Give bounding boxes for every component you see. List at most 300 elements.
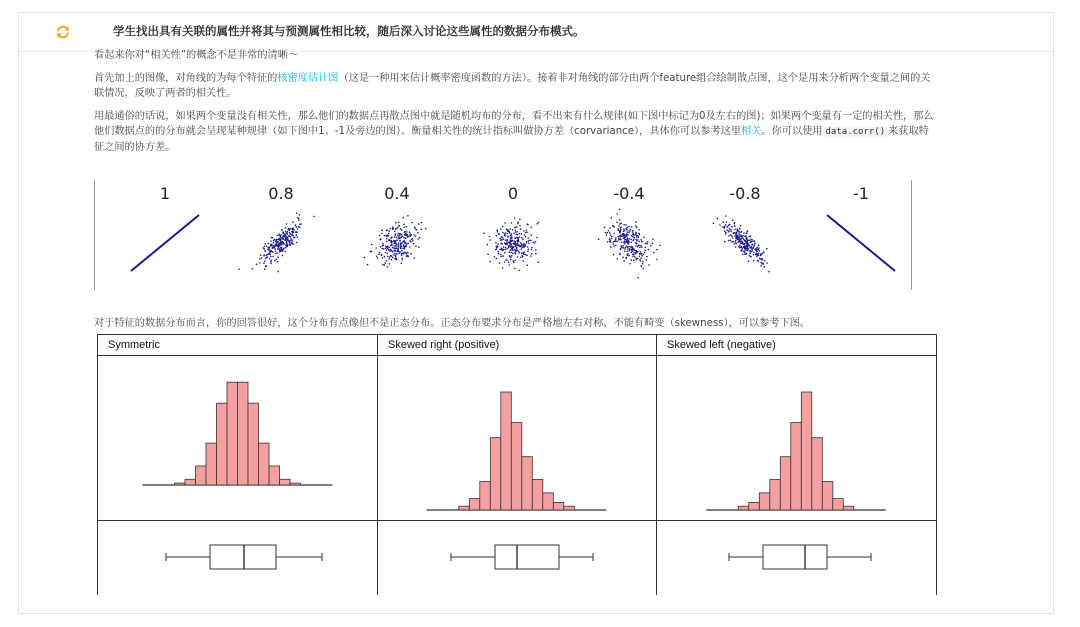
scatter-point <box>410 253 412 255</box>
scatter-point <box>506 259 508 261</box>
scatter-point <box>761 258 763 260</box>
scatter-point <box>630 252 632 254</box>
scatter-point <box>511 255 513 257</box>
scatter-point <box>735 241 737 243</box>
scatter-point <box>758 247 760 249</box>
scatter-point <box>282 232 284 234</box>
scatter-point <box>636 240 638 242</box>
scatter-point <box>628 240 630 242</box>
scatter-point <box>636 227 638 229</box>
scatter-point <box>531 247 533 249</box>
review-body <box>94 48 939 163</box>
correlation-link[interactable]: 相关 <box>741 126 762 137</box>
scatter-point <box>285 237 287 239</box>
scatter-point <box>387 256 389 258</box>
scatter-point <box>402 248 404 250</box>
scatter-point <box>412 238 414 240</box>
scatter-point <box>519 233 521 235</box>
scatter-point <box>417 238 419 240</box>
scatter-point <box>276 239 278 241</box>
scatter-point <box>734 229 736 231</box>
scatter-point <box>753 246 755 248</box>
scatter-point <box>265 258 267 260</box>
review-text: 来获取特征之间的协方差。 <box>94 126 929 153</box>
correlation-label: 0.4 <box>384 184 410 203</box>
scatter-point <box>762 263 764 265</box>
scatter-point <box>740 225 742 227</box>
scatter-point <box>514 237 516 239</box>
scatter-point <box>611 238 613 240</box>
scatter-point <box>401 254 403 256</box>
scatter-point <box>508 261 510 263</box>
scatter-point <box>749 247 751 249</box>
correlation-label: 0.8 <box>268 184 294 203</box>
scatter-point <box>384 262 386 264</box>
scatter-point <box>395 229 397 231</box>
boxplot-box <box>495 545 559 569</box>
scatter-point <box>280 234 282 236</box>
scatter-point <box>629 230 631 232</box>
scatter-point <box>382 248 384 250</box>
scatter-point <box>280 237 282 239</box>
scatter-point <box>730 234 732 236</box>
scatter-point <box>726 229 728 231</box>
scatter-point <box>409 235 411 237</box>
scatter-point <box>292 231 294 233</box>
scatter-point <box>421 229 423 231</box>
scatter-point <box>749 250 751 252</box>
histogram-bar <box>843 506 854 510</box>
scatter-point <box>281 244 283 246</box>
scatter-point <box>403 244 405 246</box>
scatter-point <box>259 262 261 264</box>
scatter-point <box>400 243 402 245</box>
scatter-point <box>608 230 610 232</box>
scatter-point <box>403 227 405 229</box>
scatter-point <box>724 226 726 228</box>
scatter-point <box>732 220 734 222</box>
scatter-point <box>642 261 644 263</box>
scatter-point <box>487 253 489 255</box>
scatter-point <box>607 241 609 243</box>
scatter-point <box>403 251 405 253</box>
scatter-point <box>276 245 278 247</box>
scatter-point <box>384 256 386 258</box>
scatter-point <box>735 237 737 239</box>
scatter-point <box>391 250 393 252</box>
scatter-point <box>537 262 539 264</box>
scatter-point <box>397 227 399 229</box>
scatter-point <box>632 250 634 252</box>
scatter-point <box>391 245 393 247</box>
scatter-point <box>259 258 261 260</box>
scatter-point <box>394 252 396 254</box>
scatter-point <box>746 237 748 239</box>
scatter-point <box>512 229 514 231</box>
scatter-point <box>407 215 409 217</box>
scatter-point <box>607 232 609 234</box>
scatter-point <box>503 238 505 240</box>
scatter-point <box>385 247 387 249</box>
scatter-point <box>410 234 412 236</box>
scatter-point <box>632 247 634 249</box>
scatter-point <box>743 239 745 241</box>
scatter-point <box>504 252 506 254</box>
scatter-point <box>394 231 396 233</box>
scatter-point <box>643 236 645 238</box>
histogram-bar <box>780 457 791 510</box>
scatter-point <box>290 238 292 240</box>
scatter-point <box>275 241 277 243</box>
scatter-point <box>629 248 631 250</box>
scatter-point <box>394 236 396 238</box>
scatter-point <box>623 260 625 262</box>
scatter-point <box>288 236 290 238</box>
scatter-point <box>753 254 755 256</box>
scatter-point <box>528 249 530 251</box>
scatter-point <box>518 245 520 247</box>
scatter-point <box>279 244 281 246</box>
scatter-point <box>405 252 407 254</box>
histogram-bar <box>749 502 760 510</box>
scatter-point <box>739 241 741 243</box>
scatter-point <box>382 257 384 259</box>
scatter-point <box>766 262 768 264</box>
scatter-point <box>656 259 658 261</box>
scatter-point <box>526 241 528 243</box>
scatter-point <box>395 222 397 224</box>
scatter-point <box>381 233 383 235</box>
scatter-point <box>620 229 622 231</box>
scatter-point <box>528 240 530 242</box>
scatter-point <box>610 240 612 242</box>
scatter-point <box>650 245 652 247</box>
scatter-point <box>278 245 280 247</box>
scatter-point <box>379 251 381 253</box>
scatter-point <box>279 250 281 252</box>
scatter-point <box>746 249 748 251</box>
review-paragraph-2 <box>94 71 939 101</box>
scatter-point <box>396 253 398 255</box>
histogram-bar <box>480 482 491 511</box>
scatter-point <box>284 251 286 253</box>
scatter-point <box>521 233 523 235</box>
scatter-point <box>391 259 393 261</box>
scatter-point <box>268 250 270 252</box>
scatter-point <box>399 251 401 253</box>
scatter-point <box>389 249 391 251</box>
scatter-point <box>270 240 272 242</box>
scatter-point <box>270 250 272 252</box>
scatter-point <box>745 242 747 244</box>
scatter-point <box>730 229 732 231</box>
scatter-point <box>764 260 766 262</box>
scatter-point <box>626 245 628 247</box>
scatter-point <box>631 242 633 244</box>
scatter-point <box>296 212 298 214</box>
scatter-point <box>656 249 658 251</box>
scatter-point <box>394 250 396 252</box>
scatter-point <box>504 261 506 263</box>
scatter-point <box>261 257 263 259</box>
scatter-point <box>509 232 511 234</box>
scatter-point <box>274 239 276 241</box>
scatter-point <box>728 240 730 242</box>
scatter-point <box>367 264 369 266</box>
scatter-point <box>725 224 727 226</box>
scatter-point <box>623 231 625 233</box>
scatter-point <box>713 222 715 224</box>
correlation-panel <box>364 215 427 268</box>
scatter-point <box>499 249 501 251</box>
scatter-point <box>747 250 749 252</box>
scatter-point <box>296 234 298 236</box>
scatter-point <box>724 230 726 232</box>
scatter-point <box>401 252 403 254</box>
scatter-point <box>525 236 527 238</box>
scatter-point <box>754 243 756 245</box>
scatter-point <box>397 234 399 236</box>
scatter-point <box>402 259 404 261</box>
scatter-point <box>393 247 395 249</box>
scatter-point <box>399 252 401 254</box>
scatter-point <box>722 226 724 228</box>
scatter-point <box>529 240 531 242</box>
scatter-point <box>287 237 289 239</box>
scatter-point <box>620 248 622 250</box>
scatter-point <box>648 249 650 251</box>
scatter-point <box>632 231 634 233</box>
scatter-point <box>285 231 287 233</box>
scatter-point <box>395 241 397 243</box>
scatter-point <box>635 259 637 261</box>
scatter-point <box>392 257 394 259</box>
skew-column-title: Skewed left (negative) <box>667 339 776 351</box>
boxplot-box <box>763 545 827 569</box>
scatter-point <box>412 240 414 242</box>
correlation-label: 0 <box>507 184 519 203</box>
scatter-point <box>511 233 513 235</box>
scatter-point <box>256 264 258 266</box>
scatter-point <box>409 246 411 248</box>
histogram-bar <box>269 466 280 485</box>
scatter-point <box>642 268 644 270</box>
scatter-point <box>633 249 635 251</box>
scatter-point <box>728 224 730 226</box>
scatter-point <box>725 233 727 235</box>
scatter-point <box>517 223 519 225</box>
scatter-point <box>638 233 640 235</box>
scatter-point <box>739 245 741 247</box>
scatter-point <box>398 246 400 248</box>
scatter-point <box>264 250 266 252</box>
scatter-point <box>404 231 406 233</box>
scatter-point <box>497 243 499 245</box>
scatter-point <box>417 232 419 234</box>
scatter-point <box>270 261 272 263</box>
scatter-point <box>399 237 401 239</box>
scatter-point <box>298 219 300 221</box>
review-paragraph-4 <box>94 316 939 331</box>
scatter-point <box>289 232 291 234</box>
scatter-point <box>515 231 517 233</box>
scatter-point <box>392 247 394 249</box>
scatter-point <box>391 236 393 238</box>
scatter-point <box>518 241 520 243</box>
scatter-point <box>628 250 630 252</box>
kde-link[interactable]: 核密度估计图 <box>277 73 339 84</box>
scatter-point <box>391 242 393 244</box>
scatter-point <box>268 243 270 245</box>
scatter-point <box>623 228 625 230</box>
scatter-point <box>401 250 403 252</box>
scatter-point <box>387 266 389 268</box>
scatter-point <box>280 236 282 238</box>
scatter-point <box>411 222 413 224</box>
scatter-point <box>512 253 514 255</box>
scatter-point <box>740 247 742 249</box>
scatter-point <box>270 263 272 265</box>
correlation-panel <box>713 215 770 272</box>
scatter-point <box>530 255 532 257</box>
scatter-point <box>746 245 748 247</box>
scatter-point <box>389 256 391 258</box>
scatter-point <box>289 243 291 245</box>
scatter-point <box>295 224 297 226</box>
scatter-point <box>287 231 289 233</box>
scatter-point <box>527 264 529 266</box>
scatter-point <box>632 253 634 255</box>
scatter-point <box>508 247 510 249</box>
scatter-point <box>638 245 640 247</box>
scatter-point <box>511 244 513 246</box>
scatter-point <box>626 251 628 253</box>
scatter-point <box>497 251 499 253</box>
scatter-point <box>740 231 742 233</box>
scatter-point <box>522 252 524 254</box>
scatter-point <box>371 250 373 252</box>
scatter-point <box>376 256 378 258</box>
histogram-bar <box>791 423 802 511</box>
scatter-point <box>726 221 728 223</box>
scatter-point <box>291 242 293 244</box>
scatter-point <box>526 242 528 244</box>
scatter-point <box>756 247 758 249</box>
scatter-point <box>619 238 621 240</box>
histogram-bar <box>511 423 522 511</box>
scatter-point <box>747 230 749 232</box>
scatter-point <box>610 241 612 243</box>
scatter-point <box>755 248 757 250</box>
scatter-point <box>619 219 621 221</box>
scatter-point <box>398 222 400 224</box>
scatter-point <box>640 239 642 241</box>
histogram-bar <box>196 466 207 485</box>
scatter-point <box>624 243 626 245</box>
scatter-point <box>652 243 654 245</box>
scatter-point <box>504 222 506 224</box>
scatter-point <box>528 242 530 244</box>
scatter-point <box>418 246 420 248</box>
scatter-point <box>514 249 516 251</box>
scatter-point <box>730 239 732 241</box>
scatter-point <box>509 245 511 247</box>
scatter-point <box>286 223 288 225</box>
scatter-point <box>747 244 749 246</box>
scatter-point <box>499 262 501 264</box>
scatter-point <box>631 235 633 237</box>
scatter-point <box>521 243 523 245</box>
scatter-point <box>627 243 629 245</box>
histogram-bar <box>280 479 291 485</box>
scatter-point <box>613 243 615 245</box>
histogram-bar <box>469 499 480 510</box>
correlation-panel <box>131 215 199 271</box>
scatter-point <box>500 256 502 258</box>
scatter-point <box>753 260 755 262</box>
scatter-point <box>641 253 643 255</box>
correlation-line <box>827 215 895 271</box>
scatter-point <box>619 231 621 233</box>
skewness-histograms <box>98 335 936 595</box>
scatter-point <box>385 235 387 237</box>
scatter-point <box>267 247 269 249</box>
histogram-bar <box>248 403 259 485</box>
scatter-point <box>413 257 415 259</box>
scatter-point <box>628 231 630 233</box>
scatter-point <box>527 246 529 248</box>
scatter-point <box>731 235 733 237</box>
scatter-point <box>401 246 403 248</box>
scatter-point <box>628 255 630 257</box>
skew-column-title: Skewed right (positive) <box>388 339 500 351</box>
scatter-point <box>609 232 611 234</box>
histogram-bar <box>770 480 781 511</box>
rubric-title: 学生找出具有关联的属性并将其与预测属性相比较，随后深入讨论这些属性的数据分布模式。 <box>113 24 585 38</box>
scatter-point <box>724 241 726 243</box>
correlation-label: -1 <box>853 184 869 203</box>
scatter-point <box>744 244 746 246</box>
scatter-point <box>514 218 516 220</box>
scatter-point <box>238 268 240 270</box>
scatter-point <box>510 256 512 258</box>
scatter-point <box>388 247 390 249</box>
scatter-point <box>395 245 397 247</box>
scatter-point <box>613 226 615 228</box>
scatter-point <box>514 260 516 262</box>
scatter-point <box>760 265 762 267</box>
scatter-point <box>615 241 617 243</box>
scatter-point <box>408 243 410 245</box>
scatter-point <box>388 249 390 251</box>
scatter-point <box>535 241 537 243</box>
correlation-figure <box>94 180 912 290</box>
histogram-bar <box>553 502 564 510</box>
scatter-point <box>632 240 634 242</box>
scatter-point <box>637 239 639 241</box>
scatter-point <box>500 238 502 240</box>
scatter-point <box>639 241 641 243</box>
scatter-point <box>382 245 384 247</box>
scatter-point <box>276 235 278 237</box>
scatter-point <box>382 243 384 245</box>
scatter-point <box>749 245 751 247</box>
histogram-bar <box>564 506 575 510</box>
scatter-point <box>265 266 267 268</box>
scatter-point <box>749 236 751 238</box>
scatter-point <box>636 243 638 245</box>
scatter-point <box>719 224 721 226</box>
